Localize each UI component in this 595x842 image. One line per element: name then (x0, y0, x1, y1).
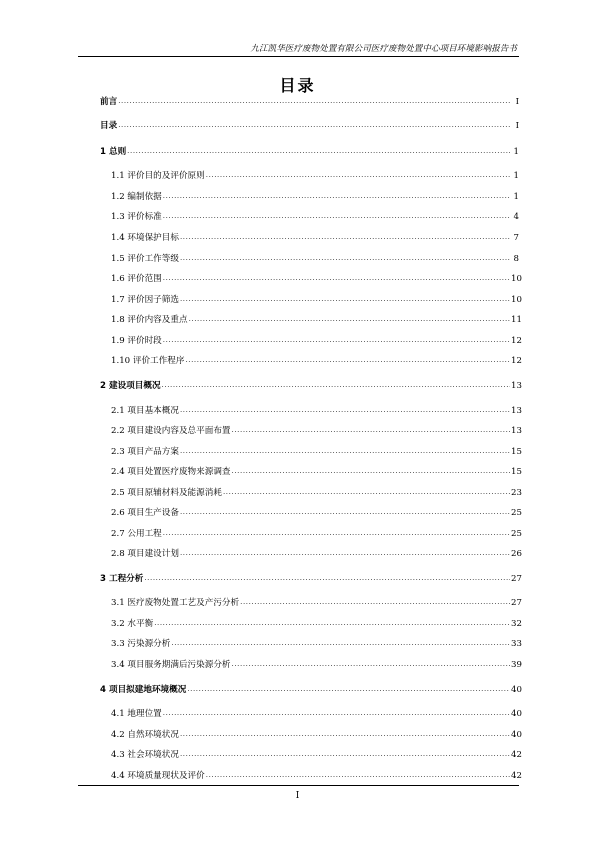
toc-entry-1-4[interactable] (111, 229, 519, 243)
toc-leader (240, 597, 510, 607)
toc-page-number: 8 (513, 254, 519, 264)
toc-page-number: 25 (511, 508, 522, 518)
toc-entry-2-3[interactable] (111, 443, 522, 457)
toc-entry-chapter-4[interactable] (100, 681, 522, 695)
toc-entry-4-3[interactable] (111, 746, 522, 760)
toc-entry-4-2[interactable] (111, 726, 522, 740)
toc-page-number: 11 (511, 315, 522, 325)
toc-leader (127, 146, 510, 156)
toc-page-number: 42 (511, 750, 522, 760)
toc-entry-2-4[interactable] (111, 463, 522, 477)
toc-page-number: 27 (511, 574, 522, 584)
toc-page-number: 1 (513, 147, 519, 157)
toc-entry-3-4[interactable] (111, 656, 522, 670)
toc-label: 2.8 项目建设计划 (111, 549, 179, 559)
toc-label: 4.2 自然环境状况 (111, 730, 179, 740)
toc-leader (232, 466, 510, 476)
toc-label: 1.3 评价标准 (111, 212, 162, 222)
toc-leader (180, 749, 510, 759)
toc-page-number: 10 (511, 274, 522, 284)
toc-label: 3.4 项目服务期满后污染源分析 (111, 660, 231, 670)
toc-leader (180, 548, 510, 558)
toc-page-number: 40 (511, 685, 522, 695)
toc-leader (180, 294, 510, 304)
toc-entry-1-10[interactable] (111, 352, 522, 366)
toc-entry-1-2[interactable] (111, 188, 519, 202)
toc-leader (171, 638, 510, 648)
toc-page-number: 39 (511, 660, 522, 670)
toc-leader (163, 335, 510, 345)
toc-leader (185, 355, 510, 365)
toc-entry-2-8[interactable] (111, 545, 522, 559)
toc-page-number: 15 (511, 467, 522, 477)
toc-label: 3.2 水平衡 (111, 619, 154, 629)
toc-entry-preface[interactable] (100, 93, 519, 107)
page-title: 目录 (279, 76, 316, 95)
toc-page-number: 40 (511, 709, 522, 719)
toc-entry-2-2[interactable] (111, 422, 522, 436)
toc-entry-4-4[interactable] (111, 767, 522, 781)
toc-leader (223, 487, 510, 497)
toc-entry-chapter-2[interactable] (100, 377, 522, 391)
toc-label: 3.1 医疗废物处置工艺及产污分析 (111, 598, 240, 608)
toc-label: 前言 (100, 97, 118, 107)
page-number: I (295, 791, 300, 801)
toc-leader (118, 96, 510, 106)
toc-leader (206, 770, 510, 780)
toc-label: 2.3 项目产品方案 (111, 447, 179, 457)
header-rule (78, 56, 519, 57)
toc-leader (232, 659, 510, 669)
toc-leader (163, 708, 510, 718)
toc-page-number: 4 (513, 212, 519, 222)
toc-entry-1-6[interactable] (111, 270, 522, 284)
toc-leader (163, 273, 510, 283)
toc-page-number: 7 (513, 233, 519, 243)
toc-label: 4.3 社会环境状况 (111, 750, 179, 760)
toc-page-number: 12 (511, 336, 522, 346)
toc-label: 1.9 评价时段 (111, 336, 162, 346)
toc-label: 1.6 评价范围 (111, 274, 162, 284)
toc-entry-2-6[interactable] (111, 504, 522, 518)
toc-page-number: 1 (513, 171, 519, 181)
toc-entry-3-1[interactable] (111, 594, 522, 608)
toc-leader (163, 528, 510, 538)
toc-label: 2.6 项目生产设备 (111, 508, 179, 518)
toc-leader (154, 618, 510, 628)
footer-rule (78, 785, 519, 786)
toc-label: 2.5 项目原辅材料及能源消耗 (111, 488, 222, 498)
toc-leader (189, 314, 510, 324)
toc-entry-2-5[interactable] (111, 484, 522, 498)
toc-page-number: 27 (511, 598, 522, 608)
toc-page-number: I (515, 121, 519, 131)
toc-label: 2 建设项目概况 (100, 381, 161, 391)
toc-label: 4.4 环境质量现状及评价 (111, 771, 205, 781)
toc-label: 1.7 评价因子筛选 (111, 295, 179, 305)
toc-page-number: 13 (511, 406, 522, 416)
toc-page-number: 10 (511, 295, 522, 305)
toc-page-number: 33 (511, 639, 522, 649)
toc-page-number: 23 (511, 488, 522, 498)
toc-page-number: 13 (511, 381, 522, 391)
toc-leader (118, 120, 510, 130)
toc-label: 2.1 项目基本概况 (111, 406, 179, 416)
header-text: 九江凯华医疗废物处置有限公司医疗废物处置中心项目环境影响报告书 (250, 44, 517, 54)
toc-page-number: 32 (511, 619, 522, 629)
toc-leader (180, 232, 510, 242)
toc-entry-2-7[interactable] (111, 525, 522, 539)
toc-page-number: I (515, 97, 519, 107)
toc-label: 4 项目拟建地环境概况 (100, 685, 187, 695)
toc-label: 2.2 项目建设内容及总平面布置 (111, 426, 231, 436)
toc-label: 1.8 评价内容及重点 (111, 315, 188, 325)
toc-label: 目录 (100, 121, 118, 131)
toc-label: 1.2 编制依据 (111, 192, 162, 202)
toc-page-number: 13 (511, 426, 522, 436)
toc-entry-contents[interactable] (100, 117, 519, 131)
toc-page-number: 40 (511, 730, 522, 740)
toc-label: 1.4 环境保护目标 (111, 233, 179, 243)
toc-leader (232, 425, 510, 435)
toc-leader (180, 253, 510, 263)
toc-leader (180, 507, 510, 517)
toc-label: 4.1 地理位置 (111, 709, 162, 719)
toc-entry-1-1[interactable] (111, 167, 519, 181)
toc-leader (180, 729, 510, 739)
toc-entry-1-8[interactable] (111, 311, 522, 325)
toc-leader (163, 191, 510, 201)
toc-leader (206, 170, 510, 180)
toc-leader (180, 405, 510, 415)
toc-label: 2.7 公用工程 (111, 529, 162, 539)
toc-entry-1-7[interactable] (111, 291, 522, 305)
toc-entry-1-9[interactable] (111, 332, 522, 346)
toc-label: 3.3 污染源分析 (111, 639, 171, 649)
toc-page-number: 26 (511, 549, 522, 559)
toc-leader (162, 380, 510, 390)
toc-page-number: 25 (511, 529, 522, 539)
toc-leader (187, 684, 510, 694)
toc-entry-1-5[interactable] (111, 250, 519, 264)
toc-leader (163, 211, 510, 221)
toc-entry-4-1[interactable] (111, 705, 522, 719)
toc-entry-3-3[interactable] (111, 635, 522, 649)
toc-label: 2.4 项目处置医疗废物来源调查 (111, 467, 231, 477)
toc-entry-chapter-3[interactable] (100, 570, 522, 584)
toc-entry-1-3[interactable] (111, 208, 519, 222)
toc-label: 1 总则 (100, 147, 127, 157)
toc-entry-3-2[interactable] (111, 615, 522, 629)
toc-page-number: 42 (511, 771, 522, 781)
toc-page-number: 1 (513, 192, 519, 202)
toc-page-number: 15 (511, 447, 522, 457)
toc-label: 1.1 评价目的及评价原则 (111, 171, 205, 181)
toc-entry-2-1[interactable] (111, 402, 522, 416)
toc-label: 1.10 评价工作程序 (111, 356, 185, 366)
toc-label: 3 工程分析 (100, 574, 144, 584)
toc-leader (180, 446, 510, 456)
toc-leader (144, 573, 510, 583)
toc-entry-chapter-1[interactable] (100, 143, 519, 157)
toc-label: 1.5 评价工作等级 (111, 254, 179, 264)
toc-page-number: 12 (511, 356, 522, 366)
